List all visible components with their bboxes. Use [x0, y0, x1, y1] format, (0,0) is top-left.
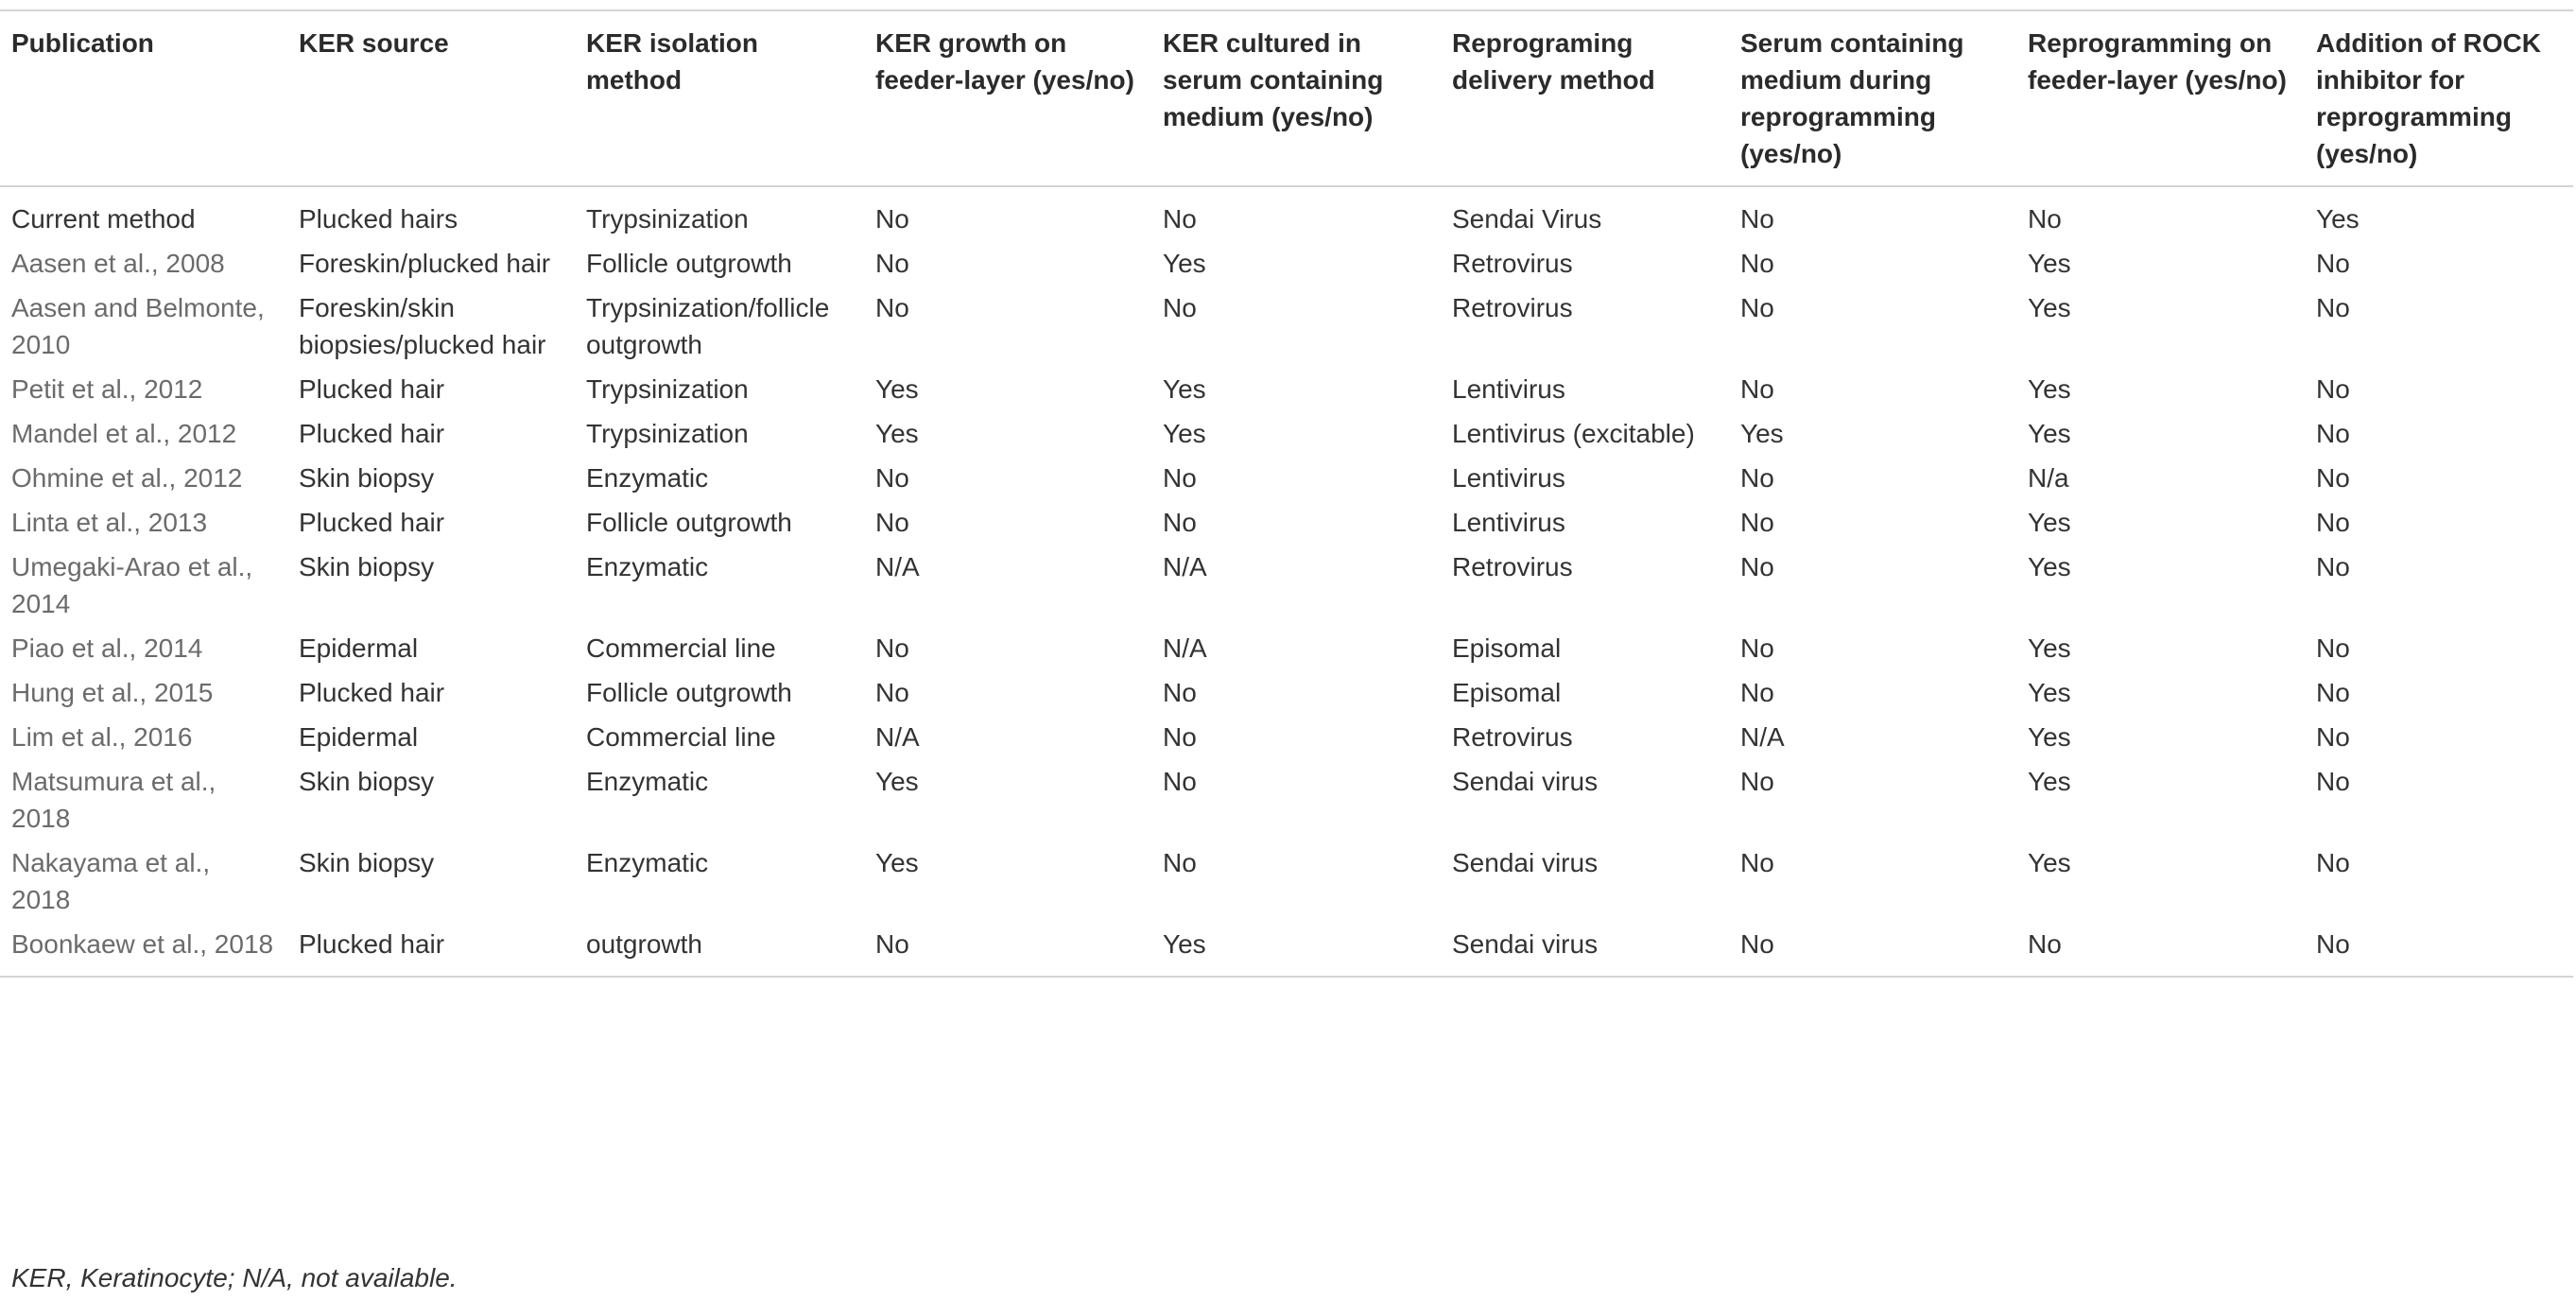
cell-ker-source: Epidermal [299, 633, 419, 663]
cell-rock-inhibitor: No [2316, 552, 2350, 581]
cell-ker-growth-feeder-layer: No [875, 293, 909, 322]
table-row [0, 241, 2573, 286]
cell-ker-source: Plucked hair [299, 508, 445, 537]
comparison-table [0, 9, 2573, 978]
cell-serum-during-reprogramming: No [1740, 249, 1774, 278]
cell-reprogramming-feeder-layer: N/a [2028, 463, 2069, 493]
cell-reprogramming-delivery: Retrovirus [1452, 293, 1573, 322]
cell-publication: Boonkaew et al., 2018 [11, 929, 274, 959]
cell-ker-cultured-serum: No [1163, 508, 1197, 537]
cell-serum-during-reprogramming: No [1740, 848, 1774, 877]
cell-reprogramming-feeder-layer: Yes [2028, 767, 2071, 796]
table-footnote-container [0, 1250, 469, 1296]
cell-rock-inhibitor: No [2316, 463, 2350, 493]
cell-reprogramming-feeder-layer: No [2028, 204, 2062, 234]
header-ker-source: KER source [299, 28, 449, 58]
cell-reprogramming-feeder-layer: Yes [2028, 678, 2071, 707]
table-row [0, 411, 2573, 456]
cell-ker-isolation-method: Follicle outgrowth [586, 508, 792, 537]
cell-serum-during-reprogramming: No [1740, 293, 1774, 322]
cell-ker-isolation-method: Enzymatic [586, 767, 709, 796]
cell-reprogramming-delivery: Sendai virus [1452, 929, 1599, 959]
header-rock-inhibitor: Addition of ROCK inhibitor for reprogramming (yes/no) [2316, 28, 2541, 168]
cell-rock-inhibitor: No [2316, 508, 2350, 537]
cell-rock-inhibitor: Yes [2316, 204, 2360, 234]
cell-ker-cultured-serum: Yes [1163, 249, 1206, 278]
header-ker-isolation-method: KER isolation method [586, 28, 759, 95]
cell-ker-source: Plucked hair [299, 678, 445, 707]
cell-publication: Ohmine et al., 2012 [11, 463, 243, 493]
cell-reprogramming-feeder-layer: Yes [2028, 374, 2071, 404]
cell-ker-growth-feeder-layer: No [875, 249, 909, 278]
cell-reprogramming-feeder-layer: Yes [2028, 633, 2071, 663]
cell-ker-growth-feeder-layer: Yes [875, 374, 919, 404]
cell-reprogramming-delivery: Sendai virus [1452, 767, 1599, 796]
cell-reprogramming-delivery: Retrovirus [1452, 552, 1573, 581]
cell-serum-during-reprogramming: No [1740, 463, 1774, 493]
table-header [0, 10, 2573, 186]
cell-ker-source: Plucked hairs [299, 204, 458, 234]
cell-reprogramming-delivery: Sendai Virus [1452, 204, 1602, 234]
cell-ker-isolation-method: Commercial line [586, 633, 776, 663]
cell-publication: Aasen and Belmonte, 2010 [11, 293, 265, 359]
cell-rock-inhibitor: No [2316, 929, 2350, 959]
cell-ker-isolation-method: Enzymatic [586, 848, 709, 877]
cell-ker-cultured-serum: No [1163, 463, 1197, 493]
cell-publication: Hung et al., 2015 [11, 678, 214, 707]
cell-ker-growth-feeder-layer: Yes [875, 848, 919, 877]
cell-publication: Nakayama et al., 2018 [11, 848, 211, 914]
cell-ker-growth-feeder-layer: No [875, 633, 909, 663]
cell-publication: Aasen et al., 2008 [11, 249, 225, 278]
table-row [0, 500, 2573, 545]
cell-ker-growth-feeder-layer: N/A [875, 722, 920, 752]
cell-serum-during-reprogramming: N/A [1740, 722, 1785, 752]
cell-ker-growth-feeder-layer: No [875, 508, 909, 537]
cell-rock-inhibitor: No [2316, 678, 2350, 707]
cell-reprogramming-feeder-layer: Yes [2028, 419, 2071, 448]
cell-rock-inhibitor: No [2316, 374, 2350, 404]
cell-reprogramming-feeder-layer: Yes [2028, 722, 2071, 752]
cell-ker-growth-feeder-layer: No [875, 463, 909, 493]
table-row [0, 367, 2573, 411]
cell-ker-source: Plucked hair [299, 929, 445, 959]
cell-ker-isolation-method: Trypsinization [586, 374, 749, 404]
header-reprogramming-feeder-layer: Reprogramming on feeder-layer (yes/no) [2028, 28, 2287, 95]
cell-serum-during-reprogramming: No [1740, 633, 1774, 663]
cell-reprogramming-feeder-layer: No [2028, 929, 2062, 959]
cell-reprogramming-delivery: Lentivirus (excitable) [1452, 419, 1695, 448]
cell-rock-inhibitor: No [2316, 249, 2350, 278]
cell-ker-cultured-serum: No [1163, 767, 1197, 796]
cell-ker-source: Foreskin/plucked hair [299, 249, 551, 278]
table-row [0, 715, 2573, 759]
cell-publication: Linta et al., 2013 [11, 508, 208, 537]
cell-ker-cultured-serum: N/A [1163, 552, 1207, 581]
cell-ker-cultured-serum: No [1163, 848, 1197, 877]
table-row [0, 456, 2573, 500]
cell-ker-source: Plucked hair [299, 419, 445, 448]
cell-ker-isolation-method: Follicle outgrowth [586, 678, 792, 707]
cell-ker-growth-feeder-layer: No [875, 678, 909, 707]
table-row [0, 286, 2573, 367]
cell-ker-cultured-serum: Yes [1163, 419, 1206, 448]
cell-ker-isolation-method: Trypsinization [586, 419, 749, 448]
cell-ker-growth-feeder-layer: Yes [875, 419, 919, 448]
cell-reprogramming-feeder-layer: Yes [2028, 293, 2071, 322]
cell-publication: Lim et al., 2016 [11, 722, 193, 752]
cell-publication: Petit et al., 2012 [11, 374, 203, 404]
cell-serum-during-reprogramming: No [1740, 678, 1774, 707]
cell-ker-isolation-method: Follicle outgrowth [586, 249, 792, 278]
cell-ker-cultured-serum: No [1163, 678, 1197, 707]
cell-ker-growth-feeder-layer: No [875, 929, 909, 959]
cell-ker-cultured-serum: No [1163, 204, 1197, 234]
cell-ker-growth-feeder-layer: No [875, 204, 909, 234]
cell-serum-during-reprogramming: Yes [1740, 419, 1784, 448]
cell-serum-during-reprogramming: No [1740, 552, 1774, 581]
header-ker-growth-feeder-layer: KER growth on feeder-layer (yes/no) [875, 28, 1134, 95]
cell-ker-isolation-method: Commercial line [586, 722, 776, 752]
cell-rock-inhibitor: No [2316, 633, 2350, 663]
table-row [0, 841, 2573, 922]
cell-ker-source: Plucked hair [299, 374, 445, 404]
cell-reprogramming-delivery: Retrovirus [1452, 722, 1573, 752]
cell-reprogramming-delivery: Lentivirus [1452, 463, 1565, 493]
cell-publication: Matsumura et al., 2018 [11, 767, 216, 833]
cell-reprogramming-delivery: Episomal [1452, 678, 1562, 707]
table-row [0, 922, 2573, 977]
cell-ker-isolation-method: Trypsinization [586, 204, 749, 234]
cell-reprogramming-delivery: Episomal [1452, 633, 1562, 663]
cell-ker-isolation-method: Enzymatic [586, 463, 709, 493]
cell-publication: Piao et al., 2014 [11, 633, 203, 663]
cell-ker-source: Skin biopsy [299, 463, 435, 493]
table-row [0, 545, 2573, 626]
cell-reprogramming-delivery: Lentivirus [1452, 374, 1565, 404]
cell-ker-source: Epidermal [299, 722, 419, 752]
cell-reprogramming-feeder-layer: Yes [2028, 848, 2071, 877]
cell-reprogramming-delivery: Sendai virus [1452, 848, 1599, 877]
cell-rock-inhibitor: No [2316, 293, 2350, 322]
table-footnote: KER, Keratinocyte; N/A, not available. [11, 1263, 458, 1292]
cell-ker-cultured-serum: No [1163, 293, 1197, 322]
header-serum-during-reprogramming: Serum containing medium during reprogramming (yes/no) [1740, 28, 1964, 168]
table-row [0, 626, 2573, 670]
cell-ker-cultured-serum: No [1163, 722, 1197, 752]
cell-ker-source: Skin biopsy [299, 767, 435, 796]
cell-ker-cultured-serum: Yes [1163, 374, 1206, 404]
cell-reprogramming-delivery: Lentivirus [1452, 508, 1565, 537]
cell-ker-isolation-method: Trypsinization/follicle outgrowth [586, 293, 830, 359]
cell-ker-isolation-method: Enzymatic [586, 552, 709, 581]
cell-ker-cultured-serum: N/A [1163, 633, 1207, 663]
cell-rock-inhibitor: No [2316, 848, 2350, 877]
cell-ker-cultured-serum: Yes [1163, 929, 1206, 959]
cell-reprogramming-feeder-layer: Yes [2028, 249, 2071, 278]
cell-ker-growth-feeder-layer: N/A [875, 552, 920, 581]
cell-serum-during-reprogramming: No [1740, 508, 1774, 537]
cell-serum-during-reprogramming: No [1740, 929, 1774, 959]
cell-ker-source: Foreskin/skin biopsies/plucked hair [299, 293, 546, 359]
cell-serum-during-reprogramming: No [1740, 204, 1774, 234]
cell-rock-inhibitor: No [2316, 419, 2350, 448]
cell-publication: Umegaki-Arao et al., 2014 [11, 552, 253, 618]
table-row [0, 759, 2573, 841]
cell-ker-isolation-method: outgrowth [586, 929, 702, 959]
cell-rock-inhibitor: No [2316, 722, 2350, 752]
cell-ker-growth-feeder-layer: Yes [875, 767, 919, 796]
header-publication: Publication [11, 28, 154, 58]
table-row [0, 186, 2573, 241]
cell-reprogramming-feeder-layer: Yes [2028, 508, 2071, 537]
cell-reprogramming-feeder-layer: Yes [2028, 552, 2071, 581]
header-reprogramming-delivery: Reprograming delivery method [1452, 28, 1655, 95]
table-row [0, 670, 2573, 715]
cell-ker-source: Skin biopsy [299, 848, 435, 877]
cell-serum-during-reprogramming: No [1740, 767, 1774, 796]
cell-rock-inhibitor: No [2316, 767, 2350, 796]
cell-publication: Mandel et al., 2012 [11, 419, 237, 448]
header-row [0, 10, 2573, 186]
cell-ker-source: Skin biopsy [299, 552, 435, 581]
cell-publication: Current method [11, 204, 196, 234]
header-ker-cultured-serum: KER cultured in serum containing medium (yes/no) [1163, 28, 1384, 131]
table-body [0, 186, 2573, 977]
cell-reprogramming-delivery: Retrovirus [1452, 249, 1573, 278]
cell-serum-during-reprogramming: No [1740, 374, 1774, 404]
